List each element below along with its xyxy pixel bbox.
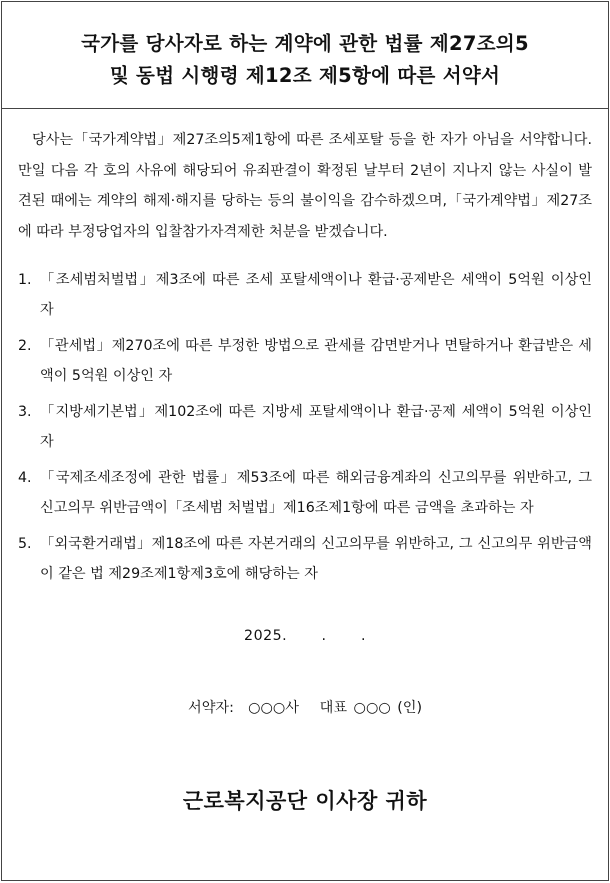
pledge-document xyxy=(1,1,609,881)
recipient-line: 근로복지공단 이사장 귀하 xyxy=(182,789,428,813)
list-item xyxy=(18,265,592,325)
item-text: 「관세법」제270조에 따른 부정한 방법으로 관세를 감면받거나 면탈하거나 환급받은 세액이 5억원 이상인 자 xyxy=(40,338,592,384)
title-line-1: 국가를 당사자로 하는 계약에 관한 법률 제27조의5 xyxy=(81,32,529,55)
intro-paragraph: 당사는「국가계약법」제27조의5제1항에 따른 조세포탈 등을 한 자가 아님을 서약합니다. 만일 다음 각 호의 사유에 해당되어 유죄판결이 확정된 날부터 2년이 지나지 않는 사실이 발견된 때에는 계약의 해제·해지를 당하는 등의 불이익을 감수하겠으며,「국가계약법」제27조에 따라 부정당업자의 입찰참가자격제한 처분을 받겠습니다. xyxy=(18,132,592,240)
item-text: 「조세범처벌법」제3조에 따른 조세 포탈세액이나 환급·공제받은 세액이 5억원 이상인 자 xyxy=(40,272,592,318)
item-number: 1. xyxy=(18,272,32,288)
title-divider xyxy=(2,108,608,109)
pledge-date: 2025. . . xyxy=(244,628,366,644)
list-item xyxy=(18,529,592,589)
list-item xyxy=(18,463,592,523)
item-text: 「외국환거래법」제18조에 따른 자본거래의 신고의무를 위반하고, 그 신고의무 위반금액이 같은 법 제29조제1항제3호에 해당하는 자 xyxy=(40,536,592,582)
title-line-2: 및 동법 시행령 제12조 제5항에 따른 서약서 xyxy=(109,64,501,87)
item-number: 3. xyxy=(18,404,32,420)
document-title xyxy=(18,28,592,92)
item-number: 2. xyxy=(18,338,32,354)
item-text: 「지방세기본법」제102조에 따른 지방세 포탈세액이나 환급·공제 세액이 5억원 이상인 자 xyxy=(40,404,592,450)
list-item xyxy=(18,397,592,457)
item-text: 「국제조세조정에 관한 법률」제53조에 따른 해외금융계좌의 신고의무를 위반하고, 그 신고의무 위반금액이「조세범 처벌법」제16조제1항에 따른 금액을 초과하는 자 xyxy=(40,470,592,516)
signer-line: 서약자: ○○○사 대표 ○○○ (인) xyxy=(188,700,422,716)
item-number: 5. xyxy=(18,536,32,552)
item-number: 4. xyxy=(18,470,32,486)
condition-list xyxy=(18,265,592,589)
list-item xyxy=(18,331,592,391)
